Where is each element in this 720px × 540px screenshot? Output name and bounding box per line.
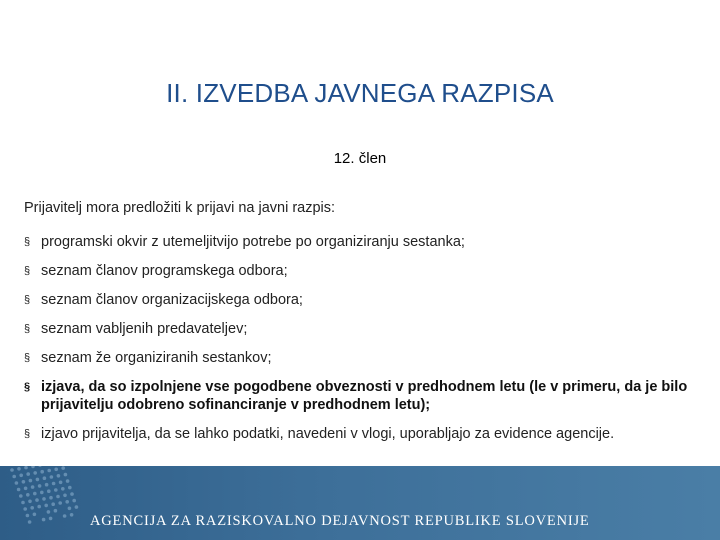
- list-item-text: seznam že organiziranih sestankov;: [41, 350, 272, 366]
- bullet-icon: §: [24, 323, 31, 335]
- list-item: [24, 291, 700, 309]
- bullet-icon: §: [24, 381, 31, 393]
- intro-text: Prijavitelj mora predložiti k prijavi na javni razpis:: [24, 200, 336, 216]
- list-item-text: seznam članov organizacijskega odbora;: [41, 292, 303, 308]
- bullet-icon: §: [24, 428, 31, 440]
- bullet-icon: §: [24, 236, 31, 248]
- bullet-icon: §: [24, 352, 31, 364]
- list-item: [24, 349, 700, 367]
- footer-band: [0, 466, 720, 540]
- list-item: [24, 425, 700, 443]
- list-item-text: izjava, da so izpolnjene vse pogodbene obveznosti v predhodnem letu (le v primeru, da je bilo prijavitelju odobreno sofinanciranje v predhodnem letu);: [41, 379, 688, 413]
- list-item: [24, 378, 700, 414]
- bullet-icon: §: [24, 294, 31, 306]
- list-item: [24, 320, 700, 338]
- list-item-text: seznam članov programskega odbora;: [41, 263, 288, 279]
- requirements-list: [24, 233, 700, 454]
- list-item-text: programski okvir z utemeljitvijo potrebe po organiziranju sestanka;: [41, 234, 465, 250]
- bullet-icon: §: [24, 265, 31, 277]
- article-number: 12. člen: [333, 150, 387, 167]
- agency-name: AGENCIJA ZA RAZISKOVALNO DEJAVNOST REPUBLIKE SLOVENIJE: [90, 513, 590, 529]
- list-item-text: seznam vabljenih predavateljev;: [41, 321, 248, 337]
- list-item-text: izjavo prijavitelja, da se lahko podatki, navedeni v vlogi, uporabljajo za evidence agencije.: [41, 426, 615, 442]
- list-item: [24, 262, 700, 280]
- slide-title: II. IZVEDBA JAVNEGA RAZPISA: [166, 78, 554, 108]
- list-item: [24, 233, 700, 251]
- agency-logo-icon: [0, 466, 90, 540]
